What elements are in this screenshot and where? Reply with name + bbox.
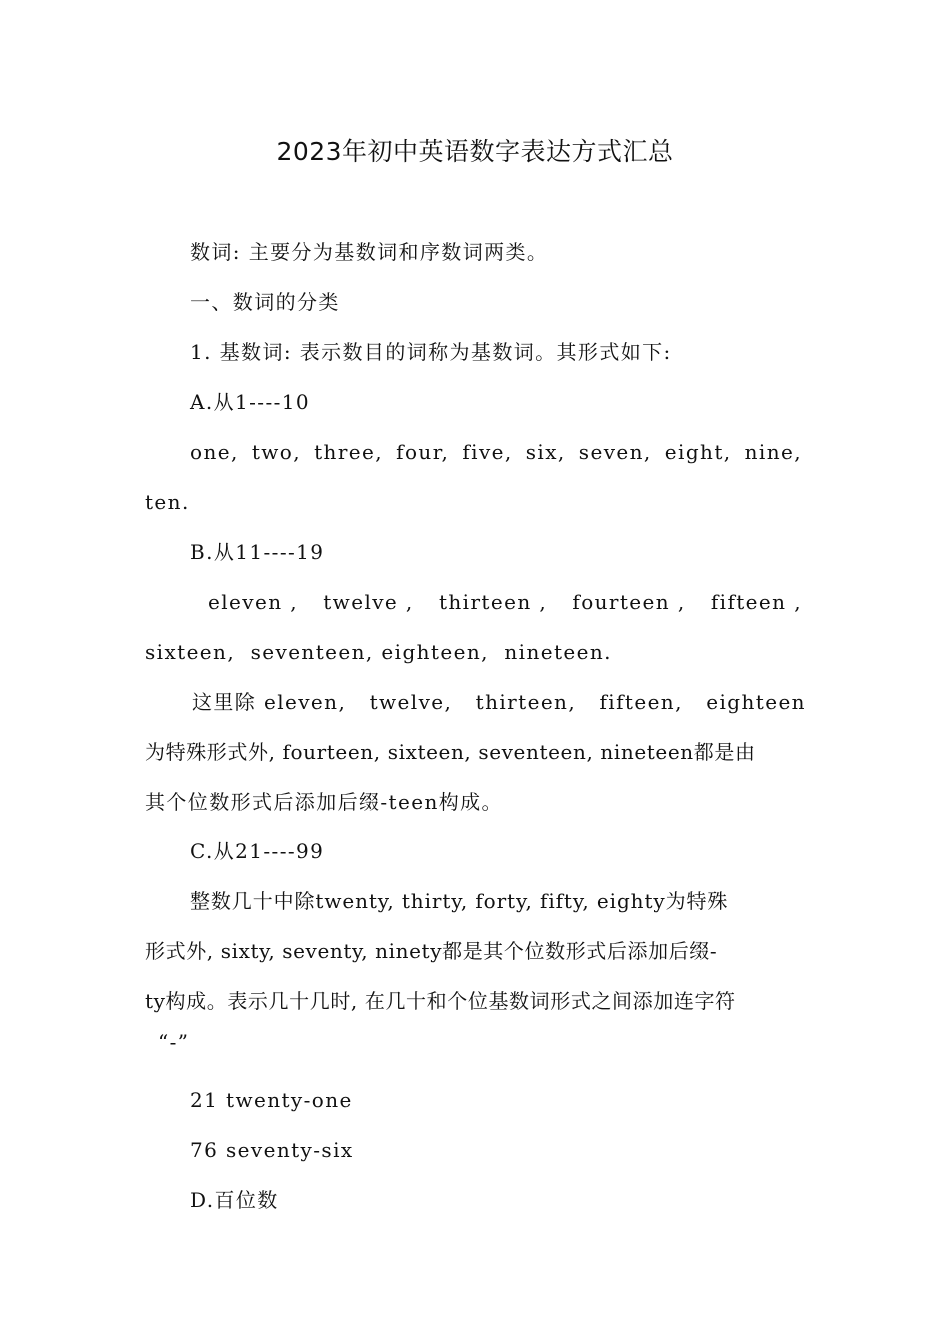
note-fragment: eighteen bbox=[706, 690, 806, 714]
word: four, bbox=[396, 440, 450, 464]
word: three, bbox=[314, 440, 384, 464]
ty-note-line2: 形式外, sixty, seventy, ninety都是其个位数形式后添加后缀- bbox=[145, 939, 718, 963]
cardinal-definition: 1. 基数词: 表示数目的词称为基数词。其形式如下: bbox=[190, 340, 672, 364]
ty-note-line4: “-” bbox=[158, 1030, 190, 1054]
word: five, bbox=[462, 440, 513, 464]
note-fragment: fifteen, bbox=[599, 690, 683, 714]
intro-text: 数词: 主要分为基数词和序数词两类。 bbox=[190, 240, 549, 264]
note-fragment: twelve, bbox=[369, 690, 453, 714]
word-list-a-line1 bbox=[190, 438, 802, 466]
word: seven, bbox=[578, 440, 652, 464]
word: eleven , bbox=[208, 590, 298, 614]
ty-note-line3: ty构成。表示几十几时, 在几十和个位基数词形式之间添加连字符 bbox=[145, 989, 736, 1013]
teen-note-line3: 其个位数形式后添加后缀-teen构成。 bbox=[145, 790, 503, 814]
word: fourteen , bbox=[572, 590, 686, 614]
example-76: 76 seventy-six bbox=[190, 1138, 354, 1162]
word: one, bbox=[190, 440, 239, 464]
subheading-a: A.从1----10 bbox=[190, 390, 311, 414]
note-fragment: 这里除 eleven, bbox=[192, 690, 347, 714]
word: twelve , bbox=[323, 590, 414, 614]
page-title: 2023年初中英语数字表达方式汇总 bbox=[276, 137, 674, 166]
word-list-b-line1 bbox=[208, 588, 802, 616]
example-21: 21 twenty-one bbox=[190, 1088, 353, 1112]
teen-note-line2: 为特殊形式外, fourteen, sixteen, seventeen, nineteen都是由 bbox=[145, 740, 756, 764]
subheading-c: C.从21----99 bbox=[190, 839, 325, 863]
word: two, bbox=[251, 440, 301, 464]
subheading-d: D.百位数 bbox=[190, 1188, 279, 1212]
word: six, bbox=[525, 440, 566, 464]
subheading-b: B.从11----19 bbox=[190, 540, 325, 564]
word-list-a-line2: ten. bbox=[145, 490, 190, 514]
section-heading: 一、数词的分类 bbox=[190, 290, 340, 314]
word: eight, bbox=[664, 440, 732, 464]
ty-note-line1: 整数几十中除twenty, thirty, forty, fifty, eighty为特殊 bbox=[190, 889, 729, 913]
note-fragment: thirteen, bbox=[475, 690, 577, 714]
teen-note-line1 bbox=[192, 688, 806, 716]
word-list-b-line2: sixteen, seventeen, eighteen, nineteen. bbox=[145, 640, 612, 664]
word: nine, bbox=[744, 440, 802, 464]
word: thirteen , bbox=[438, 590, 548, 614]
word: fifteen , bbox=[710, 590, 802, 614]
